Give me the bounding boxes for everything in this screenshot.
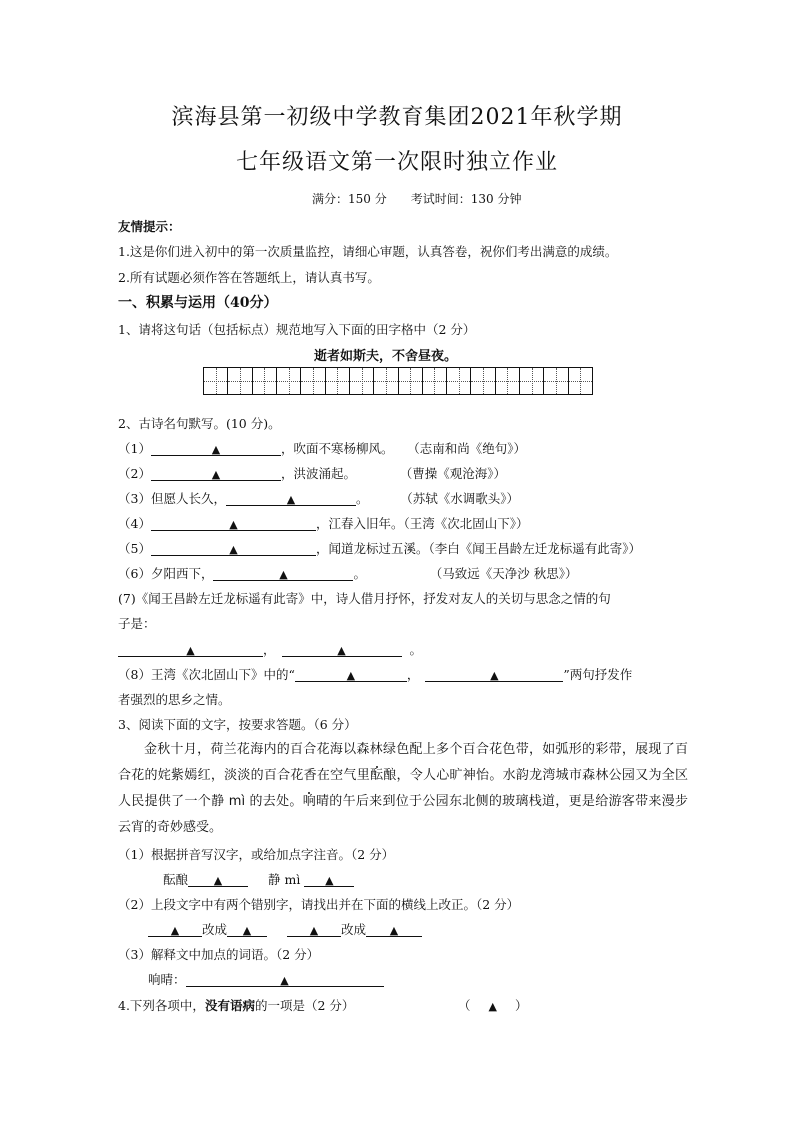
answer-paren[interactable]: （ ▲ ）: [458, 998, 528, 1013]
poem-item-7-line2: 子是：: [118, 616, 156, 631]
triangle-icon: ▲: [229, 543, 238, 556]
answer-blank[interactable]: [425, 667, 563, 682]
poem-item: [118, 439, 526, 457]
reading-passage: 金秋十月，荷兰花海内的百合花海以森林绿色配上多个百合花色带，如弧形的彩带，展现了百合花的姹紫嫣红，淡淡的百合花香在空气里酝酿，令人心旷神怡。水韵龙湾城市森林公园又为全区人民提供了一个静 mì 的去处。响晴的午后来到位于公园东北侧的玻璃栈道，更是给游客带来漫步云宵的奇妙感受。: [118, 742, 688, 835]
triangle-icon: ▲: [279, 568, 288, 581]
grid-cell[interactable]: [423, 368, 447, 394]
change-label: 改成: [202, 922, 228, 937]
grid-cell[interactable]: [277, 368, 301, 394]
answer-blank[interactable]: [304, 872, 354, 887]
answer-blank[interactable]: [118, 642, 263, 657]
question-2-text: 2、古诗名句默写。(10 分)。: [118, 416, 281, 431]
grid-cell[interactable]: [569, 368, 592, 394]
triangle-icon: ▲: [309, 924, 319, 937]
answer-blank[interactable]: [186, 972, 384, 987]
word-label: 响晴：: [148, 972, 186, 987]
item-post: 。: [353, 566, 366, 581]
question-1-sentence: 逝者如斯夫，不舍昼夜。: [314, 349, 458, 364]
question-3-text: 3、阅读下面的文字，按要求答题。（6 分）: [118, 717, 357, 732]
answer-blank[interactable]: [188, 872, 248, 887]
sub-question-2-answers: [148, 920, 422, 938]
answer-blank[interactable]: [295, 667, 407, 682]
dotted-char: 响: [302, 794, 316, 809]
answer-blank[interactable]: [227, 922, 267, 937]
poem-item-8-line2: 者强烈的思乡之情。: [118, 692, 231, 707]
section-heading: 一、积累与运用（40分）: [118, 295, 278, 311]
triangle-icon: ▲: [490, 669, 499, 682]
item-post: ，吹面不寒杨柳风。: [280, 441, 394, 456]
poem-item: [118, 464, 506, 482]
grid-cell[interactable]: [301, 368, 325, 394]
poem-item-7-line1: (7)《闻王昌龄左迁龙标遥有此寄》中，诗人借月抒怀，抒发对友人的关切与思念之情的句: [118, 591, 611, 606]
item-post: ，洪波涌起。: [280, 466, 356, 481]
triangle-icon: ▲: [389, 924, 399, 937]
poem-item-8: [118, 665, 632, 683]
answer-blank[interactable]: [226, 491, 356, 506]
item-number: （1）: [118, 441, 151, 456]
triangle-icon: ▲: [280, 974, 289, 987]
exam-meta: 满分：150 分 考试时间：130 分钟: [312, 192, 522, 206]
grid-cell[interactable]: [350, 368, 374, 394]
grid-cell[interactable]: [228, 368, 252, 394]
item-source: （王湾《次北固山下》）: [403, 516, 529, 531]
triangle-icon: ▲: [325, 874, 334, 887]
exam-title-line1: 滨海县第一初级中学教育集团2021年秋学期: [171, 105, 623, 130]
grid-cell[interactable]: [471, 368, 495, 394]
triangle-icon: ▲: [346, 669, 356, 682]
sub-question-3-answer: [148, 970, 384, 988]
item-number: （6）: [118, 566, 151, 581]
grid-cell[interactable]: [496, 368, 520, 394]
dotted-char: 酝: [369, 768, 384, 783]
sub-question-1: （1）根据拼音写汉字，或给加点字注音。（2 分）: [118, 847, 395, 862]
item-pre: （8）王湾《次北固山下》中的“: [118, 667, 295, 682]
item-pre: 但愿人长久，: [150, 491, 226, 506]
triangle-icon: ▲: [229, 518, 238, 531]
triangle-icon: ▲: [488, 1000, 497, 1013]
poem-item-7-answers: [118, 640, 422, 658]
answer-blank[interactable]: [151, 466, 281, 481]
triangle-icon: ▲: [242, 924, 252, 937]
item-post: ，闻道龙标过五溪。: [315, 541, 429, 556]
item-source: （马致远《天净沙 秋思》）: [435, 566, 578, 581]
change-label: 改成: [341, 922, 367, 937]
grid-cell[interactable]: [253, 368, 277, 394]
sub-question-3: （3）解释文中加点的词语。（2 分）: [118, 947, 320, 962]
tips-heading: 友情提示：: [118, 219, 181, 234]
item-number: （3）: [118, 491, 151, 506]
word-label: 酝酿: [163, 872, 189, 887]
tip-item: 2.所有试题必须作答在答题纸上，请认真书写。: [118, 270, 380, 285]
tianzige-grid: [203, 367, 593, 395]
grid-cell[interactable]: [326, 368, 350, 394]
triangle-icon: ▲: [211, 443, 221, 456]
grid-cell[interactable]: [204, 368, 228, 394]
end-mark: 。: [409, 642, 423, 657]
tip-item: 1.这是你们进入初中的第一次质量监控，请细心审题，认真答卷，祝你们考出满意的成绩。: [118, 244, 618, 259]
sub-question-1-answers: [163, 870, 354, 888]
item-source: （李白《闻王昌龄左迁龙标遥有此寄》）: [428, 541, 641, 556]
answer-blank[interactable]: [213, 566, 353, 581]
answer-blank[interactable]: [366, 922, 422, 937]
item-post: ，江春入旧年。: [315, 516, 404, 531]
triangle-icon: ▲: [211, 468, 221, 481]
item-source: （曹操《观沧海》）: [405, 466, 506, 481]
answer-blank[interactable]: [151, 441, 281, 456]
poem-item: [118, 564, 577, 582]
item-number: （2）: [118, 466, 151, 481]
poem-item: [118, 539, 641, 557]
grid-cell[interactable]: [374, 368, 398, 394]
answer-blank[interactable]: [151, 541, 316, 556]
answer-blank[interactable]: [287, 922, 341, 937]
question-1-text: 1、请将这句话（包括标点）规范地写入下面的田字格中（2 分）: [118, 322, 476, 337]
answer-blank[interactable]: [151, 516, 316, 531]
item-pre: 夕阳西下，: [150, 566, 214, 581]
triangle-icon: ▲: [286, 493, 296, 506]
exam-title-line2: 七年级语文第一次限时独立作业: [235, 150, 558, 175]
sub-question-2: （2）上段文字中有两个错别字，请找出并在下面的横线上改正。（2 分）: [118, 897, 520, 912]
triangle-icon: ▲: [186, 644, 195, 657]
word-label: 静 mì: [268, 872, 301, 887]
separator: ，: [406, 667, 420, 682]
answer-blank[interactable]: [148, 922, 202, 937]
grid-cell[interactable]: [520, 368, 544, 394]
answer-blank[interactable]: [282, 642, 402, 657]
grid-cell[interactable]: [447, 368, 471, 394]
question-4-text: 4.下列各项中，没有语病的一项是（2 分）: [118, 998, 355, 1013]
emphasis-text: 没有语病: [204, 998, 255, 1013]
item-source: （苏轼《水调歌头》）: [406, 491, 519, 506]
item-post: 。: [355, 491, 369, 506]
triangle-icon: ▲: [170, 924, 180, 937]
poem-item: [118, 514, 528, 532]
item-source: （志南和尚《绝句》）: [413, 441, 526, 456]
grid-cell[interactable]: [399, 368, 423, 394]
item-number: （4）: [118, 516, 151, 531]
grid-cell[interactable]: [544, 368, 568, 394]
triangle-icon: ▲: [337, 644, 346, 657]
item-post: ”两句抒发作: [563, 667, 633, 682]
item-number: （5）: [118, 541, 151, 556]
poem-item: [118, 489, 519, 507]
triangle-icon: ▲: [213, 874, 223, 887]
separator: ，: [263, 642, 276, 657]
